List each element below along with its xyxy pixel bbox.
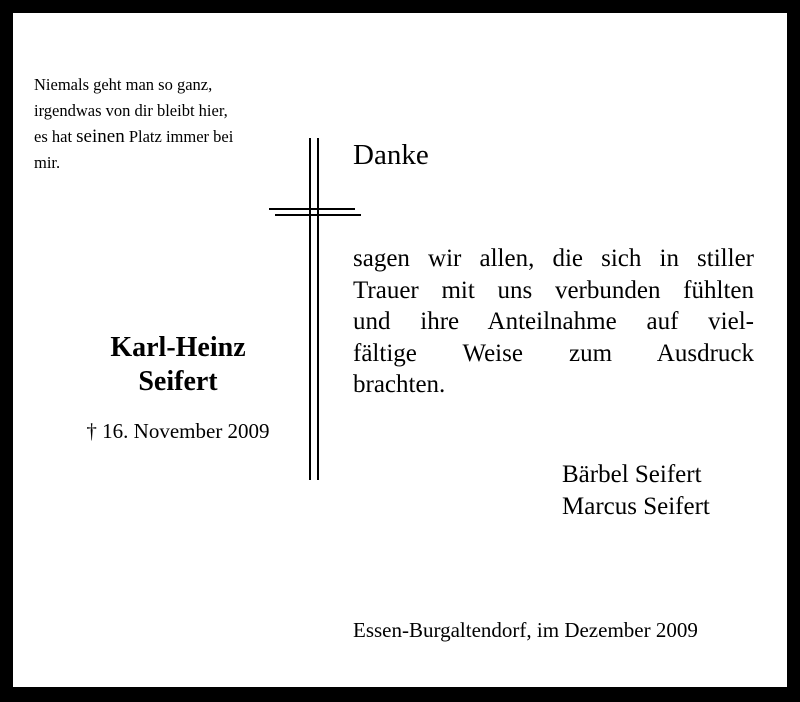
thanks-line: fältige Weise zum Ausdruck: [353, 339, 754, 367]
thanks-line: und ihre Anteilnahme auf viel-: [353, 308, 754, 335]
cross-vertical-bar: [309, 138, 311, 480]
cross-vertical-bar: [317, 138, 319, 480]
deceased-last-name: Seifert: [138, 366, 218, 397]
thanks-line: sagen wir allen, die sich in stiller: [353, 245, 754, 272]
signer-name: Bärbel Seifert: [562, 461, 702, 488]
poem-line: [34, 124, 314, 150]
cross-horizontal-bar: [275, 214, 361, 216]
place-and-date: Essen-Burgaltendorf, im Dezember 2009: [353, 618, 698, 642]
poem-text: Platz immer bei: [124, 127, 234, 146]
date-of-death: † 16. November 2009: [86, 419, 270, 443]
deceased-name: [53, 331, 303, 399]
cross-horizontal-bar: [269, 208, 355, 210]
thanks-line: brachten.: [353, 371, 446, 398]
poem: [34, 72, 314, 176]
poem-emphasis: seinen: [76, 126, 125, 147]
poem-line: irgendwas von dir bleibt hier,: [34, 101, 228, 120]
signers: [562, 459, 710, 523]
poem-text: es hat: [34, 127, 77, 146]
thanks-heading: Danke: [353, 139, 429, 171]
obituary-card: [13, 13, 787, 687]
signer-name: Marcus Seifert: [562, 493, 710, 520]
thanks-text: [353, 243, 754, 401]
deceased-first-name: Karl-Heinz: [110, 332, 246, 363]
poem-line: Niemals geht man so ganz,: [34, 75, 213, 94]
poem-line: mir.: [34, 153, 61, 172]
thanks-line: Trauer mit uns verbunden fühlten: [353, 276, 754, 304]
